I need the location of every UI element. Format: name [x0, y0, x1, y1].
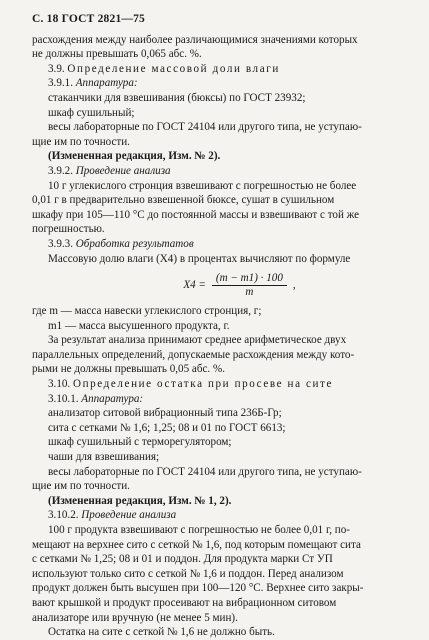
list-item: сита с сетками № 1,6; 1,25; 08 и 01 по ГОСТ 6613;	[48, 421, 286, 434]
formula-numerator: (m − m1) · 100	[212, 272, 287, 286]
section-number: 3.9.2.	[48, 164, 73, 177]
text-line: За результат анализа принимают среднее арифметическое двух	[48, 334, 347, 347]
section-title: Определение остатка при просеве на сите	[72, 378, 333, 391]
list-item: шкаф сушильный;	[48, 106, 135, 119]
subsection-heading	[32, 392, 407, 407]
text-line: где m — масса навески углекислого стронция, г;	[32, 305, 262, 318]
text-line: m1 — масса высушенного продукта, г.	[48, 319, 230, 332]
text-line: 100 г продукта взвешивают с погрешностью не более 0,01 г, по-	[48, 524, 350, 536]
text-line: щие им по точности.	[32, 135, 130, 148]
text-line: погрешностью.	[32, 223, 105, 236]
section-title: Аппаратура:	[75, 77, 138, 90]
text-line: анализаторе или вручную (не менее 5 мин).	[32, 611, 238, 624]
section-number: 3.9.1.	[48, 77, 73, 90]
page-header: С. 18 ГОСТ 2821—75	[32, 13, 145, 25]
text-line: мещают на верхнее сито с сеткой № 1,6, под которым помещают сита	[32, 538, 361, 551]
formula-fraction	[212, 272, 287, 299]
list-item: шкаф сушильный с терморегулятором;	[48, 436, 232, 449]
text-line: используют только сито с сеткой № 1,6 и поддон. Перед анализом	[32, 567, 344, 580]
text-line: расхождения между наиболее различающимися значениями которых	[32, 33, 358, 46]
section-title: Обработка результатов	[75, 237, 194, 250]
text-line: вают крышкой и продукт просеивают на вибрационном ситовом	[32, 596, 337, 609]
section-title: Проведение анализа	[75, 164, 171, 177]
text-line: с сетками № 1,25; 08 и 01 и поддон. Для продукта марки Ст УП	[32, 553, 333, 566]
section-heading	[32, 62, 407, 77]
list-item: стаканчики для взвешивания (бюксы) по ГОСТ 23932;	[48, 91, 306, 104]
formula-lhs: X4 =	[183, 278, 206, 291]
section-title: Аппаратура:	[81, 392, 144, 405]
subsection-heading	[32, 164, 407, 179]
subsection-heading	[32, 508, 407, 523]
section-title: Определение массовой доли влаги	[67, 62, 280, 75]
section-number: 3.10.1.	[48, 392, 79, 405]
text-line: щие им по точности.	[32, 480, 130, 493]
list-item: весы лабораторные по ГОСТ 24104 или другого типа, не уступаю-	[48, 465, 362, 478]
subsection-heading	[32, 76, 407, 91]
list-item: весы лабораторные по ГОСТ 24104 или другого типа, не уступаю-	[48, 121, 362, 134]
section-number: 3.10.2.	[48, 509, 79, 522]
text-line: не должны превышать 0,065 абс. %.	[32, 48, 202, 61]
text-line: Массовую долю влаги (X4) в процентах вычисляют по формуле	[48, 252, 351, 265]
formula	[72, 268, 407, 302]
section-number: 3.9.3.	[48, 237, 73, 250]
section-number: 3.9.	[48, 62, 65, 75]
section-heading	[32, 377, 407, 392]
text-line: параллельных определений, допускаемые расхождения между кото-	[32, 348, 355, 361]
text-line: 10 г углекислого стронция взвешивают с погрешностью не более	[48, 179, 357, 192]
text-line: продукт должен быть высушен при 100—120 °С. Верхнее сито закры-	[32, 582, 364, 595]
formula-denominator: m	[245, 285, 254, 298]
text-line: 0,01 г в предварительно взвешенной бюксе, сушат в сушильном	[32, 194, 335, 207]
section-title: Проведение анализа	[81, 509, 177, 522]
text-line: шкафу при 105—110 °С до постоянной массы и взвешивают с той же	[32, 208, 360, 221]
text-line: рыми не должны превышать 0,05 абс. %.	[32, 363, 225, 376]
formula-comma: ,	[292, 278, 296, 291]
section-number: 3.10.	[48, 378, 71, 391]
subsection-heading	[32, 237, 407, 252]
amendment-note: (Измененная редакция, Изм. № 2).	[48, 150, 221, 163]
list-item: чаши для взвешивания;	[48, 451, 160, 464]
list-item: анализатор ситовой вибрационный типа 236Б-Гр;	[48, 407, 282, 420]
text-line: Остатка на сите с сеткой № 1,6 не должно быть.	[48, 626, 275, 639]
amendment-note: (Измененная редакция, Изм. № 1, 2).	[48, 494, 232, 507]
